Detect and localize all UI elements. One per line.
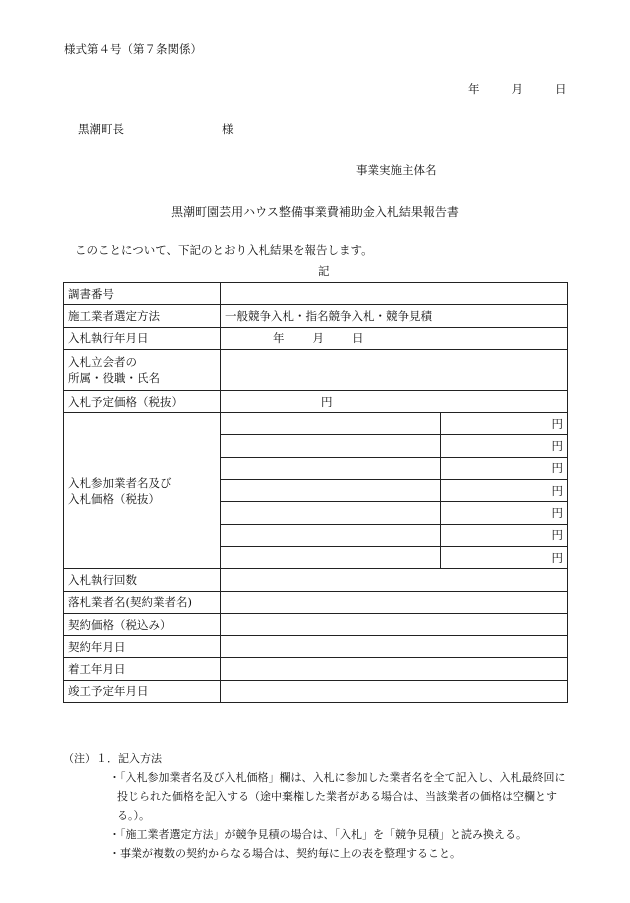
contract-date-label: 契約年月日: [64, 636, 221, 658]
bidders-label-line1: 入札参加業者名及び: [68, 475, 172, 490]
bidders-label: [64, 413, 221, 569]
bid-count-label: 入札執行回数: [64, 569, 221, 591]
table-row: [64, 390, 568, 412]
table-row: [64, 305, 568, 327]
bidder-price-cell[interactable]: 円: [441, 546, 568, 568]
table-row: [64, 327, 568, 349]
start-date-label: 着工年月日: [64, 658, 221, 680]
bidder-name-cell[interactable]: [221, 435, 441, 457]
witness-value[interactable]: [221, 349, 568, 390]
bidder-price-cell[interactable]: 円: [441, 480, 568, 502]
table-row: [64, 636, 568, 658]
table-row: [64, 413, 568, 435]
contract-price-value[interactable]: [221, 613, 568, 635]
winner-label: 落札業者名(契約業者名): [64, 591, 221, 613]
estimated-price-value[interactable]: [221, 390, 568, 412]
date-month: 月: [511, 82, 523, 96]
bidder-name-cell[interactable]: [221, 457, 441, 479]
contract-price-label: 契約価格（税込み）: [64, 613, 221, 635]
document-title: 黒潮町園芸用ハウス整備事業費補助金入札結果報告書: [171, 205, 459, 219]
note-item-bidders: ・「入札参加業者名及び入札価格」欄は、入札に参加した業者名を全て記入し、入札最終回に投じられた価格を記入する（途中棄権した業者がある場合は、当該業者の価格は空欄とする。）。: [109, 771, 566, 822]
bidders-label-line2: 入札価格（税抜）: [68, 491, 160, 506]
bidder-price-cell[interactable]: 円: [441, 457, 568, 479]
implementer-label: 事業実施主体名: [356, 163, 437, 177]
notes-heading: （注）１．記入方法: [63, 752, 162, 765]
table-row: [64, 349, 568, 390]
table-row: [64, 680, 568, 702]
recipient-honorific: 様: [222, 122, 234, 136]
bid-count-value[interactable]: [221, 569, 568, 591]
chosho-number-label: 調書番号: [64, 283, 221, 305]
recipient: [78, 121, 234, 137]
bid-result-table: [63, 282, 568, 703]
selection-method-label: 施工業者選定方法: [64, 305, 221, 327]
intro-text: このことについて、下記のとおり入札結果を報告します。: [75, 243, 373, 257]
witness-label-line1: 入札立会者の: [68, 354, 137, 369]
bid-date-year: 年: [273, 331, 285, 346]
bidder-name-cell[interactable]: [221, 480, 441, 502]
witness-label: [64, 349, 221, 390]
chosho-number-value[interactable]: [221, 283, 568, 305]
note-item-selection: ・「施工業者選定方法」が競争見積の場合は、「入札」を「競争見積」と読み換える。: [109, 828, 527, 841]
start-date-value[interactable]: [221, 658, 568, 680]
bid-date-label: 入札執行年月日: [64, 327, 221, 349]
estimated-price-unit: 円: [321, 394, 333, 409]
bid-date-month: 月: [312, 331, 324, 346]
bidder-price-cell[interactable]: 円: [441, 435, 568, 457]
bidder-price-cell[interactable]: 円: [441, 413, 568, 435]
table-row: [64, 613, 568, 635]
table-row: [64, 569, 568, 591]
selection-method-value[interactable]: 一般競争入札・指名競争入札・競争見積: [221, 305, 568, 327]
bidder-name-cell[interactable]: [221, 413, 441, 435]
ki-mark: 記: [318, 264, 330, 278]
bid-date-day: 日: [352, 331, 364, 346]
estimated-price-label: 入札予定価格（税抜）: [64, 390, 221, 412]
table-row: [64, 591, 568, 613]
notes-section: [63, 749, 568, 863]
completion-date-label: 竣工予定年月日: [64, 680, 221, 702]
bidder-name-cell[interactable]: [221, 524, 441, 546]
witness-label-line2: 所属・役職・氏名: [68, 370, 160, 385]
bid-date-value[interactable]: [221, 327, 568, 349]
bidder-name-cell[interactable]: [221, 502, 441, 524]
report-date: [468, 81, 567, 97]
recipient-name: 黒潮町長: [78, 122, 124, 136]
bidder-price-cell[interactable]: 円: [441, 524, 568, 546]
table-row: [64, 658, 568, 680]
date-year: 年: [468, 82, 480, 96]
table-row: [64, 283, 568, 305]
date-day: 日: [555, 82, 567, 96]
note-item-multiple-contracts: ・事業が複数の契約からなる場合は、契約毎に上の表を整理すること。: [109, 847, 461, 860]
bidder-price-cell[interactable]: 円: [441, 502, 568, 524]
completion-date-value[interactable]: [221, 680, 568, 702]
form-number: 様式第４号（第７条関係）: [64, 42, 202, 56]
winner-value[interactable]: [221, 591, 568, 613]
bidder-name-cell[interactable]: [221, 546, 441, 568]
contract-date-value[interactable]: [221, 636, 568, 658]
